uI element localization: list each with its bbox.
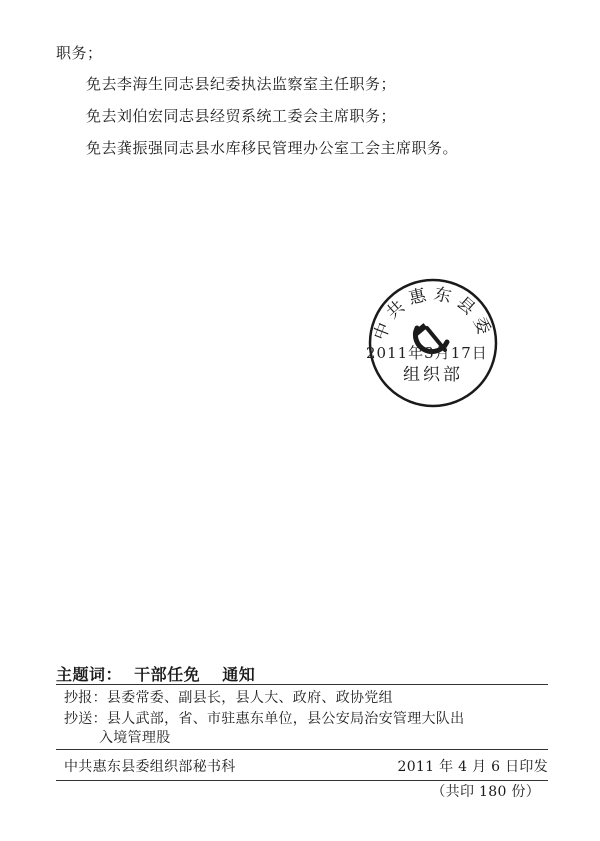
subject-keywords (56, 662, 271, 685)
official-seal (358, 276, 508, 410)
cc-send-line: 抄送：县人武部，省、市驻惠东单位，县公安局治安管理大队出 (64, 711, 465, 727)
issuing-office: 中共惠东县委组织部秘书科 (64, 759, 236, 775)
cc-send-line-continued: 入境管理股 (99, 730, 171, 746)
keyword-item: 通知 (222, 665, 256, 684)
seal-arc-text: 中共惠东县委 (370, 284, 496, 344)
divider-line (56, 749, 548, 750)
divider-line (56, 684, 548, 685)
keyword-item: 干部任免 (134, 665, 201, 684)
keywords-label: 主题词： (56, 665, 123, 684)
cc-report-line: 抄报：县委常委、副县长，县人大、政府、政协党组 (64, 690, 393, 706)
body-line-1: 职务； (56, 44, 103, 62)
print-copies: （共印 180 份） (431, 784, 540, 800)
body-line-3: 免去刘伯宏同志县经贸系统工委会主席职务； (86, 107, 397, 125)
issue-date: 2011 年 4 月 6 日印发 (397, 759, 548, 775)
seal-bottom-text: 组织部 (403, 365, 463, 385)
body-line-2: 免去李海生同志县纪委执法监察室主任职务； (86, 75, 397, 93)
seal-date: 2011年3月17日 (366, 344, 488, 362)
body-line-4: 免去龚振强同志县水库移民管理办公室工会主席职务。 (86, 139, 459, 157)
